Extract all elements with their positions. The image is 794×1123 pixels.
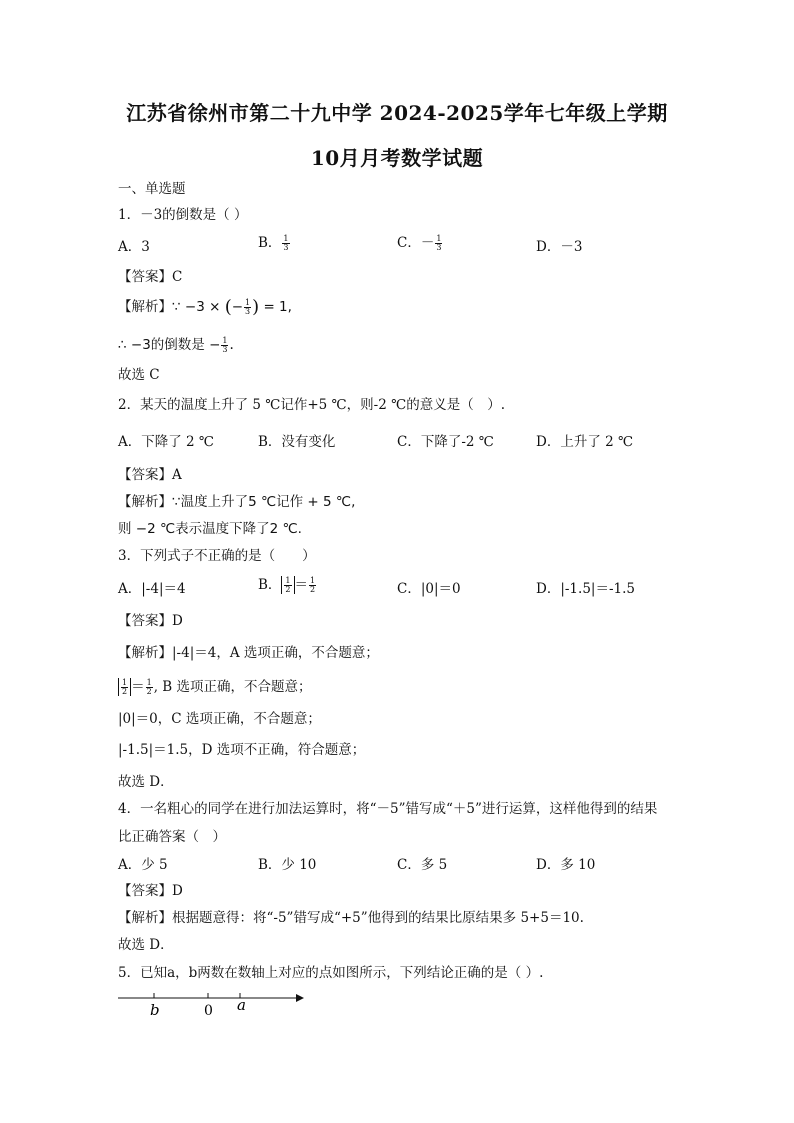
- analysis-label: 【解析】: [118, 299, 172, 315]
- q1-option-d: D．－3: [536, 239, 583, 255]
- q5-stem: 5．已知a，b两数在数轴上对应的点如图所示，下列结论正确的是（ ）.: [118, 965, 544, 981]
- q2-option-a: A．下降了 2 ℃: [118, 434, 215, 450]
- number-line: [116, 988, 306, 1022]
- q2-option-d: D．上升了 2 ℃: [536, 434, 634, 450]
- q1-conclusion: 故选 C: [118, 367, 160, 383]
- q1-analysis-expr-b: = 1,: [263, 299, 292, 315]
- q4-option-a: A．少 5: [118, 857, 168, 873]
- q2-option-c: C．下降了-2 ℃: [397, 434, 494, 450]
- q1-option-c-label: C．－: [397, 235, 435, 251]
- label-zero: 0: [204, 1003, 213, 1019]
- q3-option-c: C．|0|＝0: [397, 581, 461, 597]
- fraction-one-third: $\frac{1}{3}$: [222, 336, 228, 354]
- q1-stem: 1．－3的倒数是（ ）: [118, 207, 248, 223]
- q2-analysis: 【解析】∵温度上升了5 ℃记作 + 5 ℃,: [118, 494, 356, 510]
- q4-option-d: D．多 10: [536, 857, 596, 873]
- q1-option-b: [258, 234, 291, 252]
- q4-option-b: B．少 10: [258, 857, 317, 873]
- q3-conclusion: 故选 D．: [118, 774, 174, 790]
- fraction-one-half: $\frac{1}{2}$: [146, 678, 152, 696]
- label-a: a: [237, 996, 246, 1014]
- q1-option-b-label: B．: [258, 235, 282, 251]
- q4-stem-line2: 比正确答案（ ）: [118, 829, 226, 845]
- q4-analysis: 【解析】根据题意得：将“-5”错写成“+5”他得到的结果比原结果多 5+5＝10.: [118, 910, 584, 926]
- q3-analysis: 【解析】|-4|＝4，A 选项正确，不合题意；: [118, 645, 379, 661]
- q3-analysis-line2: $\frac{1}{2}$ ＝ $\frac{1}{2}$ , B 选项正确，不合题意；: [118, 678, 311, 696]
- label-b: b: [150, 1001, 160, 1019]
- fraction-one-third: $\frac{1}{3}$: [436, 234, 442, 252]
- q1-answer: 【答案】C: [118, 269, 183, 285]
- q4-conclusion: 故选 D．: [118, 937, 174, 953]
- q1-option-c: [397, 234, 443, 252]
- q1-analysis-line2: ∴ −3的倒数是 − $\frac{1}{3}$ .: [118, 336, 234, 354]
- document-title-line1: 江苏省徐州市第二十九中学 2024-2025学年七年级上学期: [126, 101, 668, 125]
- absolute-value: [281, 576, 294, 594]
- section-heading: 一、单选题: [118, 181, 186, 197]
- q3-answer: 【答案】D: [118, 613, 183, 629]
- fraction-one-half: $\frac{1}{2}$: [285, 576, 291, 594]
- fraction-one-third: $\frac{1}{3}$: [245, 298, 251, 316]
- q4-answer: 【答案】D: [118, 883, 183, 899]
- q3-option-b: B． $\frac{1}{2}$ ＝ $\frac{1}{2}$: [258, 576, 316, 594]
- q3-stem: 3．下列式子不正确的是（ ）: [118, 548, 316, 564]
- q2-answer: 【答案】A: [118, 467, 182, 483]
- absolute-value: [118, 678, 131, 696]
- fraction-one-third: $\frac{1}{3}$: [283, 234, 289, 252]
- q1-analysis: 【解析】∵ −3 × (− $\frac{1}{3}$ ) = 1,: [118, 296, 292, 318]
- fraction-one-half: $\frac{1}{2}$: [310, 576, 316, 594]
- q4-option-c: C．多 5: [397, 857, 448, 873]
- q3-option-d: D．|-1.5|＝-1.5: [536, 581, 635, 597]
- q3-option-a: A．|-4|＝4: [118, 581, 186, 597]
- q3-analysis-line3: |0|＝0，C 选项正确，不合题意；: [118, 711, 321, 727]
- q2-stem: 2．某天的温度上升了 5 ℃记作+5 ℃，则-2 ℃的意义是（ ）.: [118, 397, 505, 413]
- document-title-line2: 10月月考数学试题: [310, 146, 484, 170]
- q4-stem: 4．一名粗心的同学在进行加法运算时，将“－5”错写成“＋5”进行运算，这样他得到的结果: [118, 801, 658, 817]
- q1-option-a: A．3: [118, 239, 150, 255]
- fraction-one-half: $\frac{1}{2}$: [122, 678, 128, 696]
- q3-analysis-line4: |-1.5|＝1.5，D 选项不正确，符合题意；: [118, 742, 366, 758]
- q1-analysis-expr-a: ∵ −3 ×: [172, 299, 221, 315]
- arrow-right-icon: [296, 994, 304, 1002]
- q2-option-b: B．没有变化: [258, 434, 336, 450]
- q2-analysis-line2: 则 −2 ℃表示温度下降了2 ℃.: [118, 521, 302, 537]
